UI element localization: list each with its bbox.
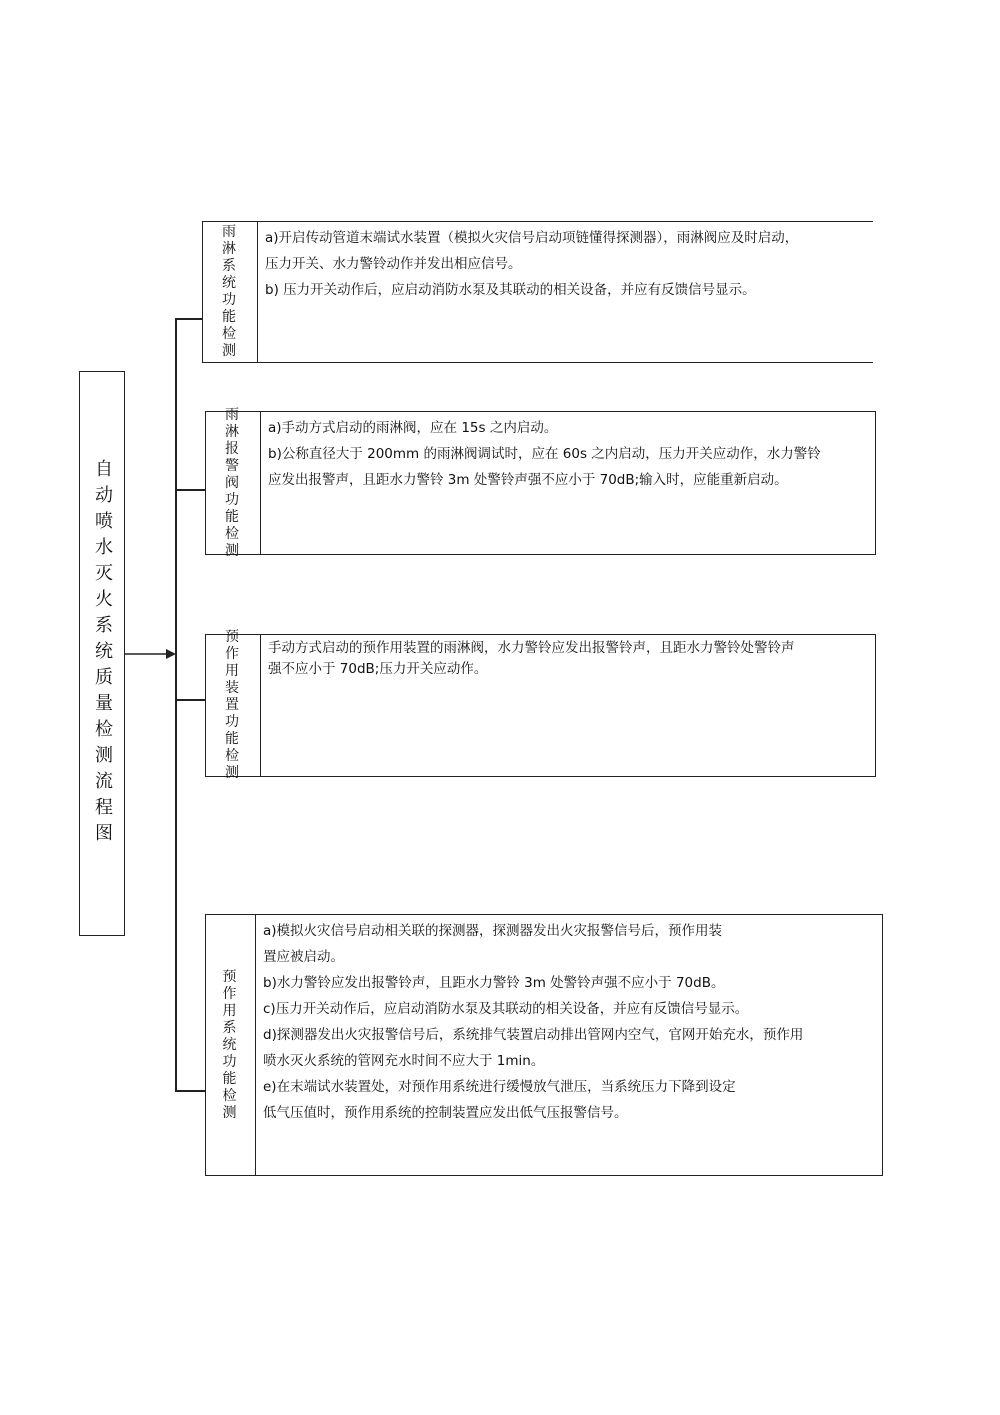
connector-branch <box>175 699 206 701</box>
section-line: b)公称直径大于 200mm 的雨淋阀调试时，应在 60s 之内启动，压力开关应动作，水力警铃 <box>268 446 821 462</box>
section-line: e)在末端试水装置处，对预作用系统进行缓慢放气泄压，当系统压力下降到设定 <box>263 1079 736 1095</box>
root-node <box>79 371 125 936</box>
section-line: 压力开关、水力警铃动作并发出相应信号。 <box>265 256 522 272</box>
section-line: a)模拟火灾信号启动相关联的探测器，探测器发出火灾报警信号后，预作用装 <box>263 923 723 939</box>
section-label: 预作用装置功能检测 <box>225 629 241 781</box>
section-line: 强不应小于 70dB;压力开关应动作。 <box>268 661 488 677</box>
connector-branch <box>175 489 206 491</box>
section-box <box>202 221 873 363</box>
section-line: 置应被启动。 <box>263 949 344 965</box>
connector-trunk <box>175 318 177 1091</box>
section-label: 雨淋报警阀功能检测 <box>225 406 241 559</box>
section-line: b) 压力开关动作后，应启动消防水泵及其联动的相关设备，并应有反馈信号显示。 <box>265 282 756 298</box>
arrow-icon <box>124 648 176 660</box>
section-line: a)开启传动管道末端试水装置（模拟火灾信号启动项链懂得探测器），雨淋阀应及时启动， <box>265 230 799 246</box>
section-line: 手动方式启动的预作用装置的雨淋阀，水力警铃应发出报警铃声，且距水力警铃处警铃声 <box>268 640 795 656</box>
section-line: d)探测器发出火灾报警信号后，系统排气装置启动排出管网内空气，官网开始充水，预作用 <box>263 1027 804 1043</box>
connector-branch <box>175 318 203 320</box>
section-label: 预作用系统功能检测 <box>222 968 239 1121</box>
section-box <box>205 406 876 559</box>
root-title: 自动喷水灭火系统质量检测流程图 <box>92 458 113 849</box>
connector-branch <box>175 1090 206 1092</box>
section-line: 喷水灭火系统的管网充水时间不应大于 1min。 <box>263 1053 545 1069</box>
section-line: c)压力开关动作后，应启动消防水泵及其联动的相关设备，并应有反馈信号显示。 <box>263 1001 749 1017</box>
section-line: 应发出报警声，且距水力警铃 3m 处警铃声强不应小于 70dB;输入时，应能重新启动。 <box>268 472 788 488</box>
section-line: b)水力警铃应发出报警铃声，且距水力警铃 3m 处警铃声强不应小于 70dB。 <box>263 975 725 991</box>
section-box <box>205 914 883 1176</box>
section-line: 低气压值时，预作用系统的控制装置应发出低气压报警信号。 <box>263 1105 628 1121</box>
section-line: a)手动方式启动的雨淋阀，应在 15s 之内启动。 <box>268 420 558 436</box>
section-label: 雨淋系统功能检测 <box>222 224 238 359</box>
section-box <box>205 629 876 781</box>
